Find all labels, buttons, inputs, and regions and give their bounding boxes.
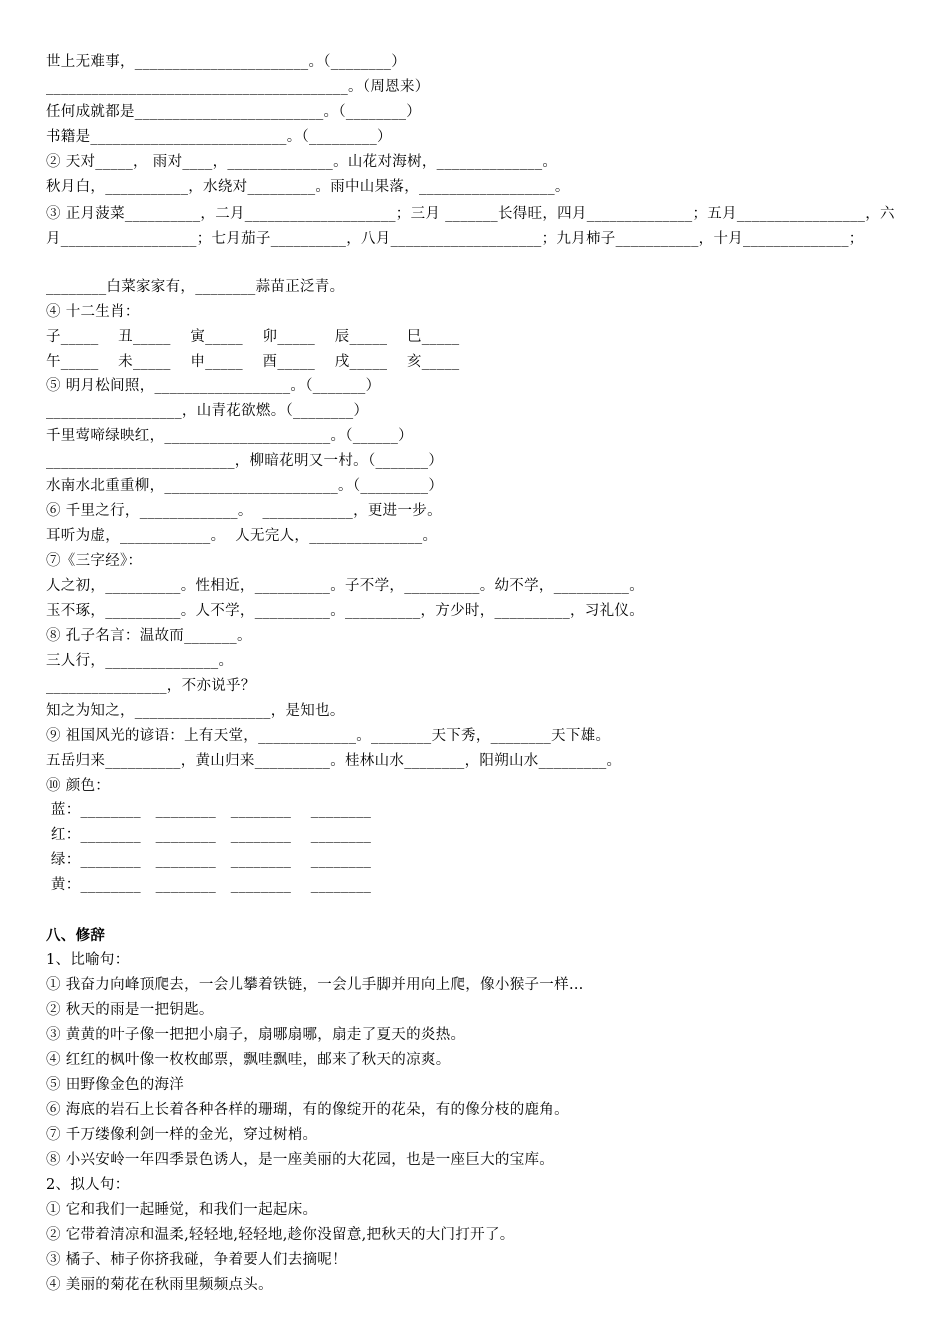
- section-title: 八、修辞: [46, 928, 106, 944]
- text-line: 千里莺啼绿映红，______________________。（______）: [46, 428, 413, 444]
- color-row-red: 红：________ ________ ________ ________: [46, 827, 372, 843]
- text-line: ⑤ 明月松间照，__________________。（_______）: [46, 378, 381, 394]
- text-line: 耳听为虚，____________。 人无完人，_______________。: [46, 528, 438, 544]
- rhetoric-line: ① 我奋力向峰顶爬去，一会儿攀着铁链，一会儿手脚并用向上爬，像小猴子一样…: [46, 977, 584, 993]
- rhetoric-line: ③ 黄黄的叶子像一把把小扇子，扇哪扇哪，扇走了夏天的炎热。: [46, 1027, 466, 1043]
- text-line: 人之初，__________。性相近，__________。子不学，__________。幼不学，__________。: [46, 578, 644, 594]
- rhetoric-line: ③ 橘子、柿子你挤我碰，争着要人们去摘呢！: [46, 1252, 347, 1268]
- rhetoric-line: ④ 红红的枫叶像一枚枚邮票，飘哇飘哇，邮来了秋天的凉爽。: [46, 1052, 451, 1068]
- text-line: 水南水北重重柳，_______________________。（_________）: [46, 478, 444, 494]
- rhetoric-line: ② 秋天的雨是一把钥匙。: [46, 1002, 214, 1018]
- color-row-blue: 蓝：________ ________ ________ ________: [46, 802, 372, 818]
- text-line: ② 天对_____， 雨对____，______________。山花对海树，______________。: [46, 154, 558, 170]
- text-line: ________白菜家家有，________蒜苗正泛青。: [46, 279, 345, 295]
- rhetoric-line: ⑧ 小兴安岭一年四季景色诱人，是一座美丽的大花园，也是一座巨大的宝库。: [46, 1152, 555, 1168]
- text-line: 知之为知之，__________________，是知也。: [46, 703, 345, 719]
- rhetoric-line: ⑤ 田野像金色的海洋: [46, 1077, 185, 1093]
- rhetoric-line: ④ 美丽的菊花在秋雨里频频点头。: [46, 1277, 273, 1293]
- text-line: 秋月白，___________，水绕对_________。雨中山果落，__________________。: [46, 179, 570, 195]
- text-line: 任何成就都是_________________________。（________）: [46, 104, 422, 120]
- rhetoric-line: ⑦ 千万缕像利剑一样的金光，穿过树梢。: [46, 1127, 318, 1143]
- text-line: ④ 十二生肖：: [46, 304, 140, 320]
- text-line: ⑥ 千里之行，_____________。 ____________，更进一步。: [46, 503, 442, 519]
- color-row-green: 绿：________ ________ ________ ________: [46, 852, 372, 868]
- rhetoric-line: 1、比喻句：: [46, 952, 130, 968]
- color-row-yellow: 黄：________ ________ ________ ________: [46, 877, 372, 893]
- text-line: 午_____ 未_____ 申_____ 酉_____ 戌_____ 亥_____: [46, 354, 460, 370]
- rhetoric-line: ① 它和我们一起睡觉，和我们一起起床。: [46, 1202, 318, 1218]
- text-line: 书籍是__________________________。（_________）: [46, 129, 392, 145]
- text-line: ________________，不亦说乎？: [46, 678, 256, 694]
- text-line: __________________，山青花欲燃。（________）: [46, 403, 369, 419]
- text-line: ⑩ 颜色：: [46, 778, 111, 794]
- text-line: 三人行，_______________。: [46, 653, 234, 669]
- text-line: 子_____ 丑_____ 寅_____ 卯_____ 辰_____ 巳_____: [46, 329, 460, 345]
- text-line: _________________________，柳暗花明又一村。（_______）: [46, 453, 444, 469]
- text-line: ⑨ 祖国风光的谚语：上有天堂，_____________。________天下秀，________天下雄。: [46, 728, 611, 744]
- rhetoric-line: ⑥ 海底的岩石上长着各种各样的珊瑚，有的像绽开的花朵，有的像分枝的鹿角。: [46, 1102, 569, 1118]
- text-line: ⑦《三字经》：: [46, 553, 143, 569]
- text-line: ________________________________________。（周恩来）: [46, 79, 430, 95]
- text-line: ⑧ 孔子名言：温故而_______。: [46, 628, 252, 644]
- text-line: ③ 正月菠菜__________，二月____________________；三月 _______长得旺，四月______________；五月_________________，六月__________________；七月茄子__________，八月____________________；九月柿子___________，十月______________；: [46, 206, 895, 247]
- rhetoric-line: ② 它带着清凉和温柔,轻轻地,轻轻地,趁你没留意,把秋天的大门打开了。: [46, 1227, 515, 1243]
- rhetoric-line: 2、拟人句：: [46, 1177, 130, 1193]
- text-line: 玉不琢，__________。人不学，__________。__________，方少时，__________，习礼仪。: [46, 603, 644, 619]
- text-line: 世上无难事，_______________________。（________）: [46, 54, 406, 70]
- text-line: 五岳归来__________，黄山归来__________。桂林山水________，阳朔山水_________。: [46, 753, 622, 769]
